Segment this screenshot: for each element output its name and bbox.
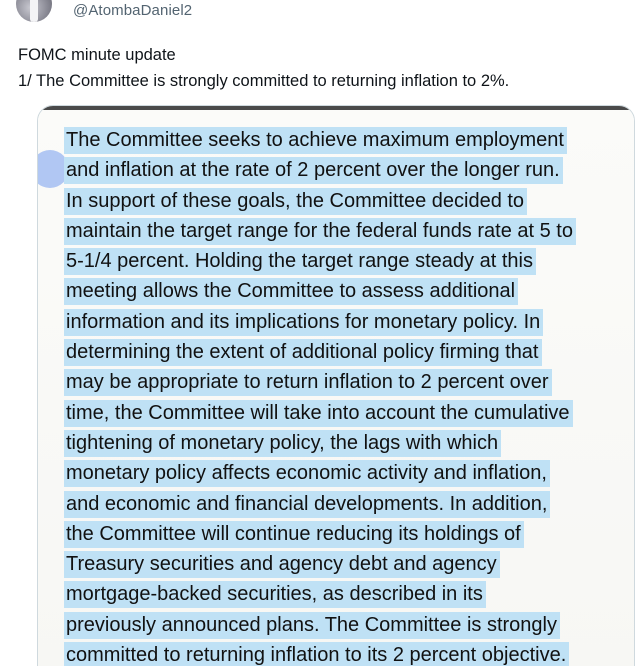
highlighted-text: maintain the target range for the federal funds rate at 5 to [64,218,576,245]
highlighted-text: information and its implications for monetary policy. In [64,309,543,336]
document-line [64,367,576,397]
highlighted-text: previously announced plans. The Committee is strongly [64,612,560,639]
highlighted-text: The Committee seeks to achieve maximum employment [64,127,567,154]
document-line [64,610,576,640]
document-line [64,125,576,155]
highlighted-text: meeting allows the Committee to assess additional [64,278,518,305]
highlighted-text: Treasury securities and agency debt and agency [64,551,500,578]
document-line [64,640,576,666]
tweet-line: FOMC minute update [18,46,176,64]
highlighted-text: tightening of monetary policy, the lags with which [64,430,501,457]
document-line [64,246,576,276]
image-top-edge [38,106,634,110]
document-line [64,489,576,519]
highlighted-text: and economic and financial developments. In addition, [64,491,550,518]
highlighted-text: mortgage-backed securities, as described in its [64,581,486,608]
highlighted-text: may be appropriate to return inflation to 2 percent over [64,369,552,396]
document-line [64,216,576,246]
highlighted-text: and inflation at the rate of 2 percent over the longer run. [64,157,563,184]
document-line [64,155,576,185]
user-handle[interactable]: @AtombaDaniel2 [73,2,193,19]
attached-image[interactable] [37,105,635,666]
document-line [64,398,576,428]
tweet-header [0,0,640,30]
document-line [64,519,576,549]
highlighted-text: time, the Committee will take into account the cumulative [64,400,573,427]
document-line [64,307,576,337]
document-line [64,186,576,216]
document-line [64,276,576,306]
document-line [64,428,576,458]
highlighted-text: monetary policy affects economic activity and inflation, [64,460,550,487]
highlighted-text: In support of these goals, the Committee decided to [64,188,527,215]
avatar[interactable] [16,0,52,22]
highlighted-text: determining the extent of additional policy firming that [64,339,542,366]
highlighted-text: the Committee will continue reducing its holdings of [64,521,524,548]
tweet-text [18,42,628,94]
highlighted-text: committed to returning inflation to its 2 percent objective. [64,642,569,666]
document-text [64,125,576,666]
document-line [64,579,576,609]
highlighted-text: 5-1/4 percent. Holding the target range steady at this [64,248,536,275]
tweet-line: 1/ The Committee is strongly committed to returning inflation to 2%. [18,72,510,90]
document-line [64,458,576,488]
document-line [64,337,576,367]
document-line [64,549,576,579]
document-screenshot [38,106,634,666]
